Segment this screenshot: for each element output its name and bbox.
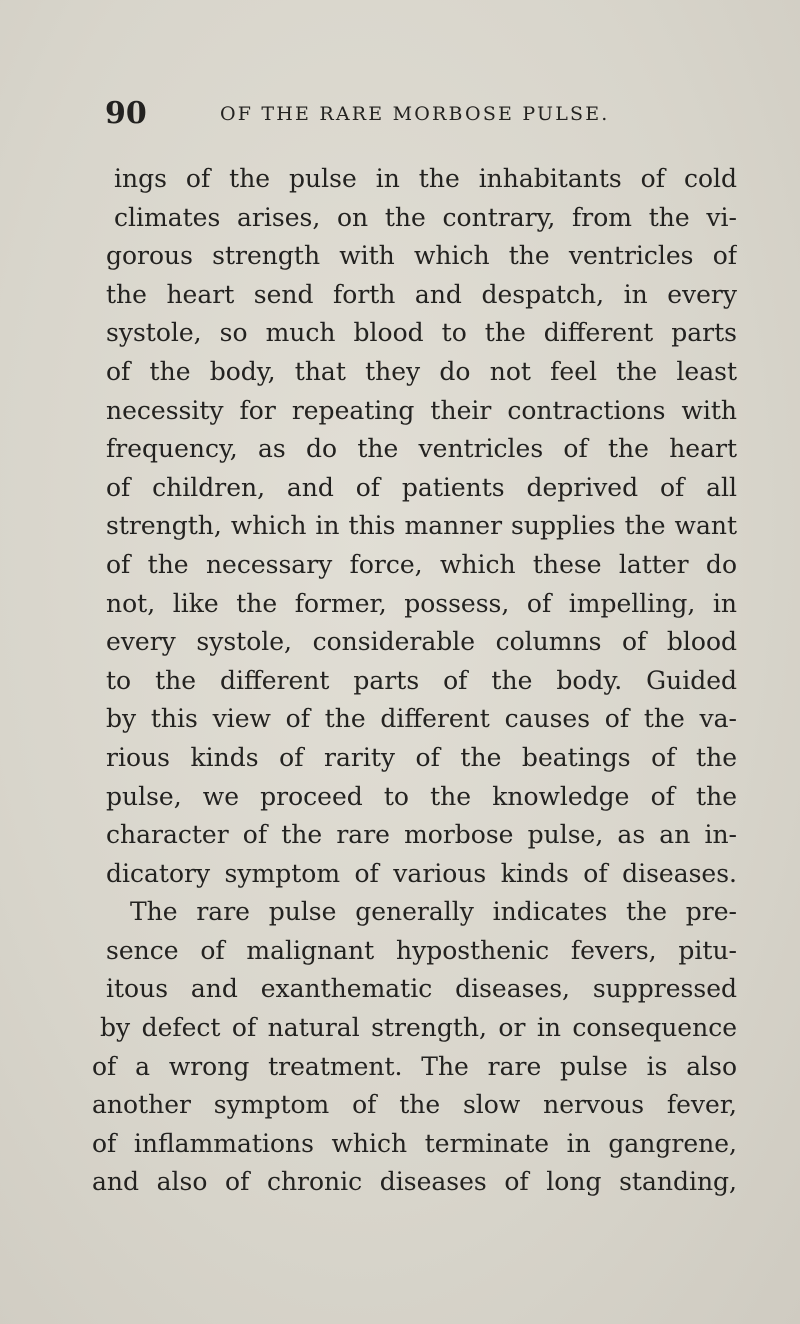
text-line: by this view of the different causes of the va- [106,704,737,734]
text-line: necessity for repeating their contractions with [106,395,737,425]
text-line: the heart send forth and despatch, in every [106,279,737,309]
text-line: strength, which in this manner supplies the want [106,511,737,541]
text-line: ings of the pulse in the inhabitants of cold [114,164,737,193]
text-line: of the body, that they do not feel the least [106,356,737,386]
text-line: of inflammations which terminate in gangrene, [92,1128,737,1158]
text-line: by defect of natural strength, or in consequence [100,1013,737,1043]
text-line: rious kinds of rarity of the beatings of the [106,742,737,772]
text-line: pulse, we proceed to the knowledge of the [106,781,737,811]
body-text [92,160,737,1202]
running-title: OF THE RARE MORBOSE PULSE. [220,103,610,125]
text-line: character of the rare morbose pulse, as an in- [106,820,737,850]
text-line: climates arises, on the contrary, from the vi- [114,202,737,232]
text-line: gorous strength with which the ventricles of [106,241,737,271]
text-line: systole, so much blood to the different parts [106,318,737,348]
text-line: itous and exanthematic diseases, suppressed [106,974,737,1004]
text-line: and also of chronic diseases of long standing, [92,1167,737,1197]
text-line: dicatory symptom of various kinds of diseases. [106,858,737,888]
text-line: not, like the former, possess, of impelling, in [106,588,737,618]
text-line: of the necessary force, which these latter do [106,549,737,579]
page-header [105,94,645,134]
text-line-paragraph-start: The rare pulse generally indicates the pre- [130,897,737,927]
text-line: another symptom of the slow nervous fever, [92,1090,737,1120]
text-line: to the different parts of the body. Guided [106,665,737,695]
text-line: of children, and of patients deprived of all [106,472,737,502]
text-line: frequency, as do the ventricles of the heart [106,434,737,464]
page-number: 90 [105,96,147,131]
text-line: of a wrong treatment. The rare pulse is also [92,1051,737,1081]
text-line: every systole, considerable columns of blood [106,627,737,657]
text-line: sence of malignant hyposthenic fevers, pitu- [106,935,737,965]
